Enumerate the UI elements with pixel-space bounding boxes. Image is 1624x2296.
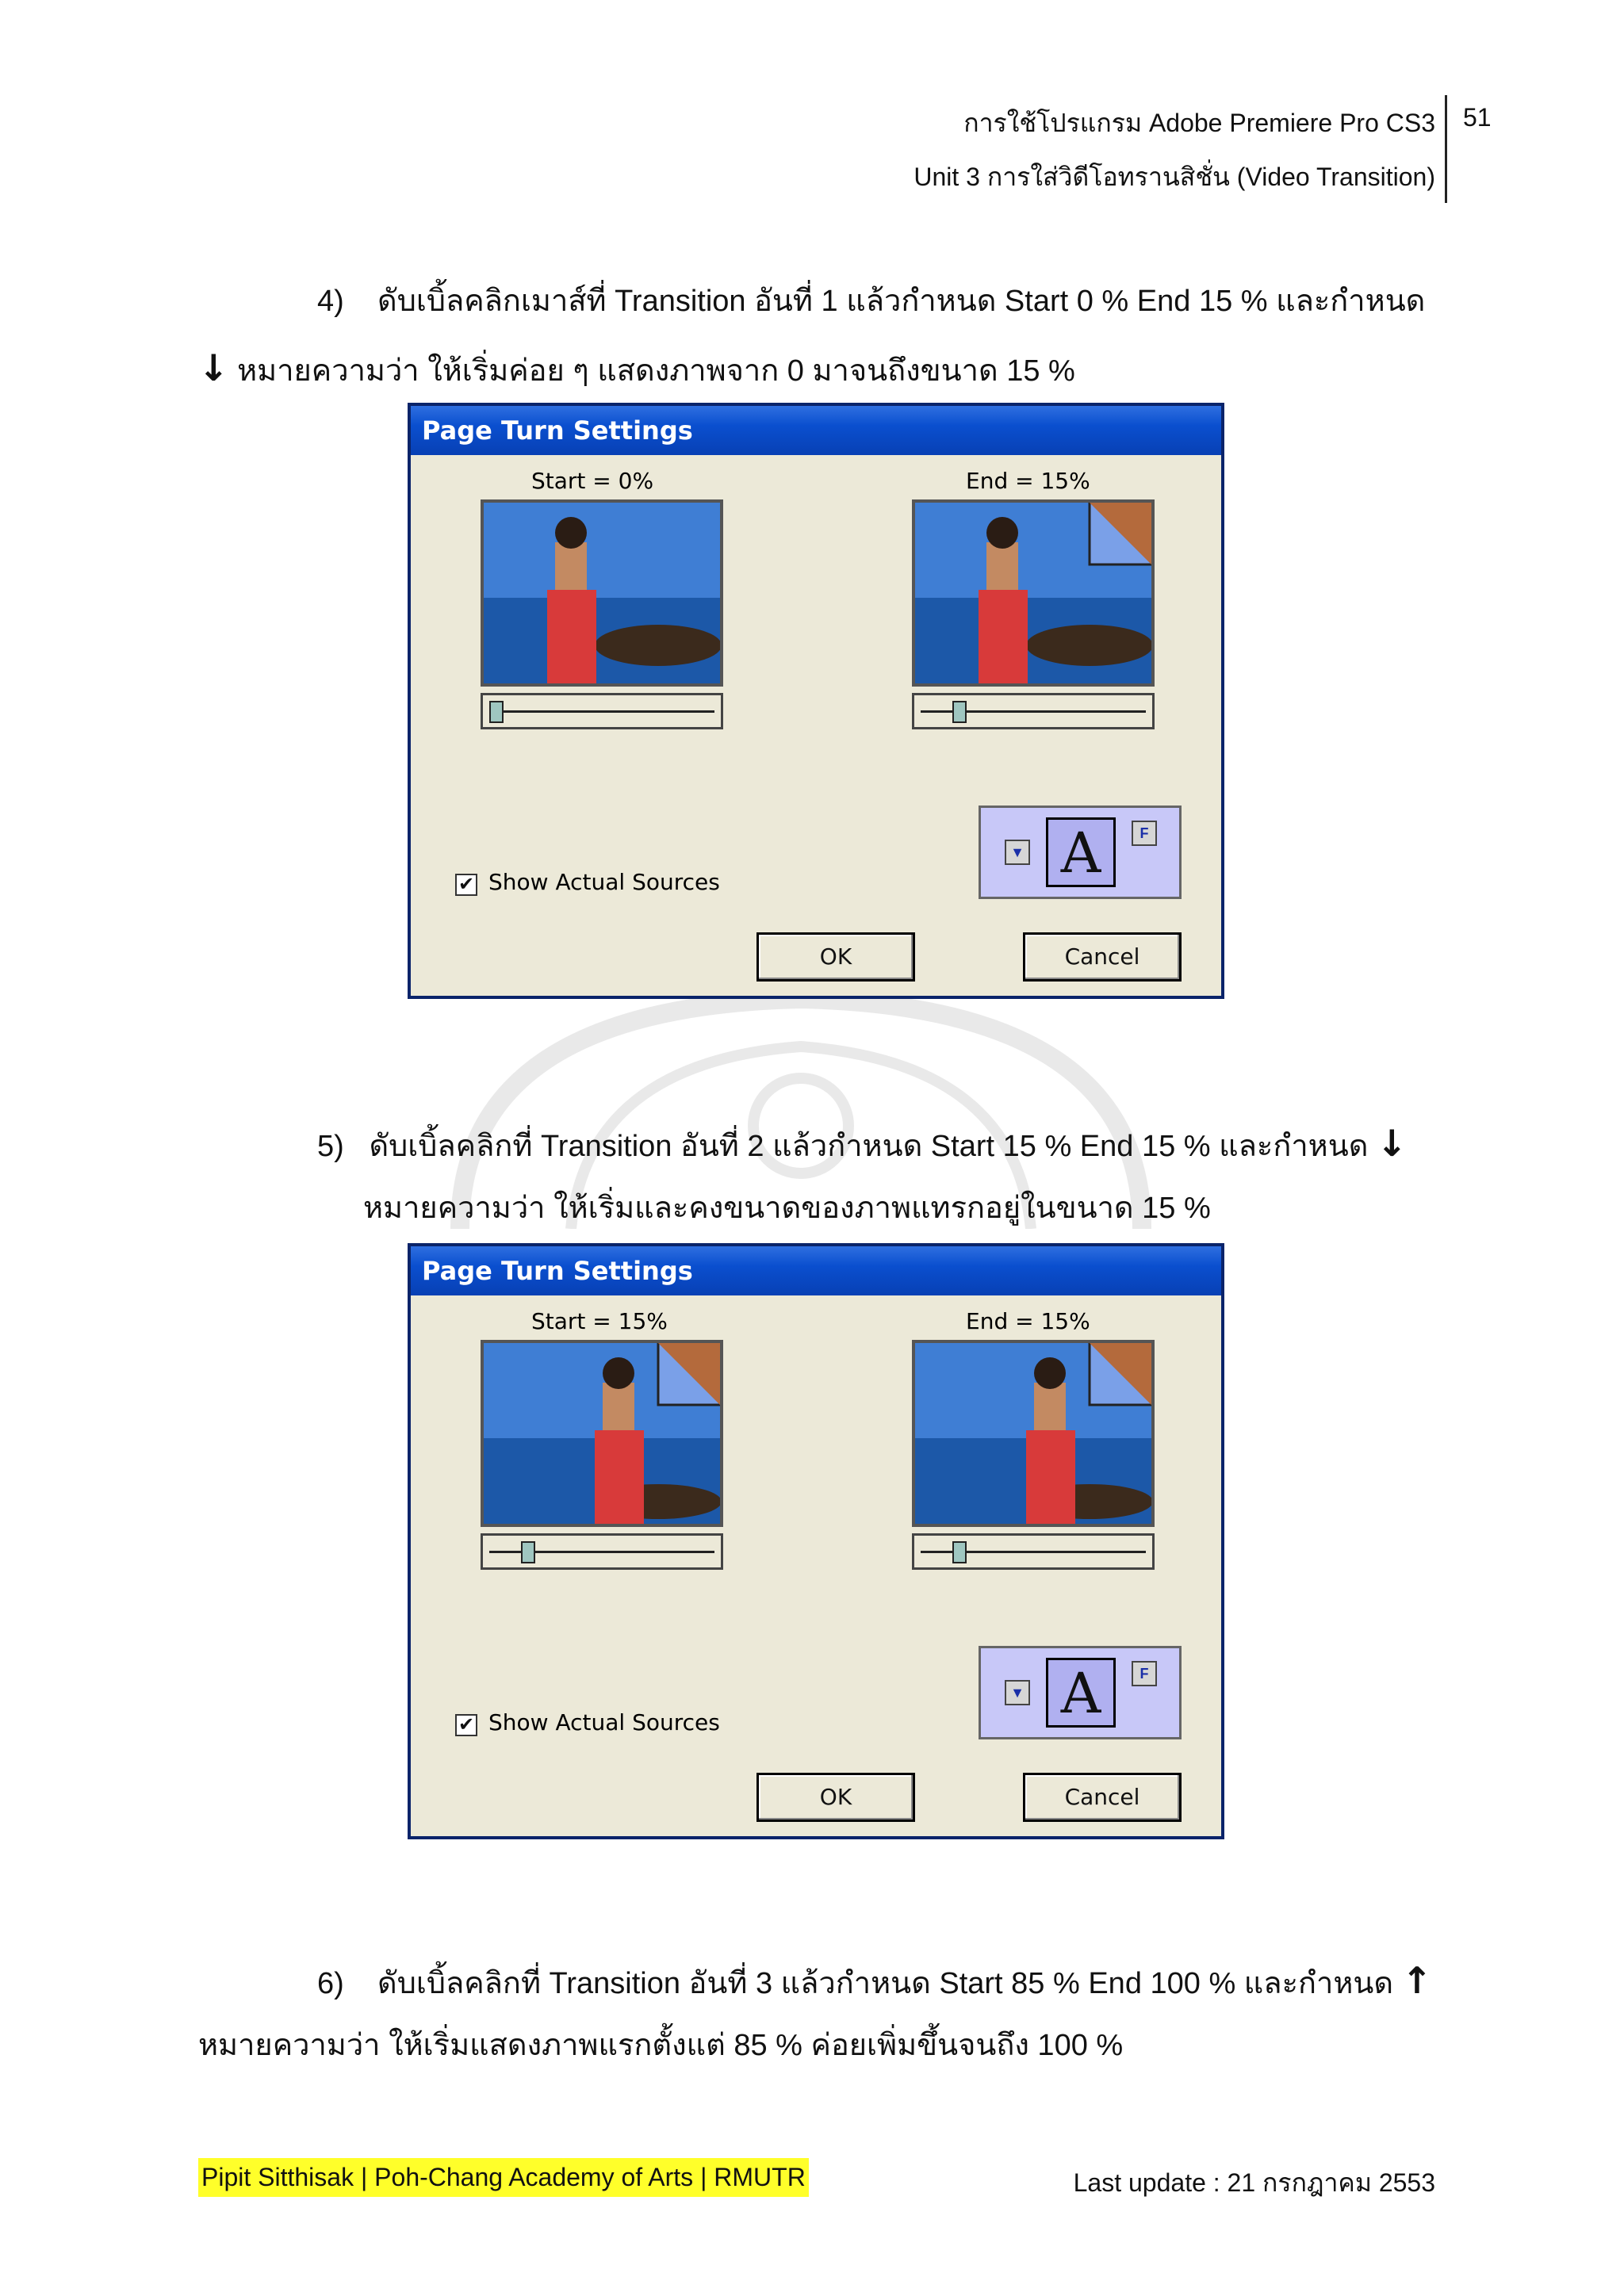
header-subtitle: Unit 3 การใส่วิดีโอทรานสิชั่น (Video Transition)	[914, 163, 1435, 191]
arrow-up-icon: ↑	[1401, 1959, 1433, 2002]
start-slider[interactable]	[481, 1533, 723, 1570]
step-6-number: 6)	[317, 1967, 344, 2000]
step-4-line1	[317, 268, 1425, 335]
end-slider[interactable]	[912, 693, 1155, 729]
dialog-title: Page Turn Settings	[411, 406, 1221, 455]
step-5-line1	[317, 1110, 1407, 1180]
step-4-number: 4)	[317, 285, 344, 318]
start-slider-knob[interactable]	[521, 1541, 535, 1563]
step-6-text: ดับเบิ้ลคลิกที่ Transition อันที่ 3 แล้วกำหนด Start 85 % End 100 % และกำหนด	[377, 1967, 1394, 2000]
step-4-text2: หมายความว่า ให้เริ่มค่อย ๆ แสดงภาพจาก 0 มาจนถึงขนาด 15 %	[237, 354, 1075, 388]
end-slider-knob[interactable]	[952, 1541, 967, 1563]
show-sources-label: Show Actual Sources	[488, 1709, 720, 1735]
page-turn-settings-dialog-2	[408, 1243, 1224, 1839]
arrow-down-icon: ↓	[1376, 1122, 1408, 1165]
arrow-down-icon[interactable]: ▼	[1005, 840, 1030, 865]
footer-last-update: Last update : 21 กรกฎาคม 2553	[1073, 2168, 1435, 2197]
footer-author: Pipit Sitthisak | Poh-Chang Academy of Arts | RMUTR	[198, 2158, 809, 2197]
end-preview-image	[912, 1340, 1155, 1527]
step-6-text2: หมายความว่า ให้เริ่มแสดงภาพแรกตั้งแต่ 85 % ค่อยเพิ่มขึ้นจนถึง 100 %	[198, 2029, 1124, 2062]
page-direction-preview: A	[1046, 1658, 1116, 1728]
ok-button[interactable]: OK	[756, 932, 915, 982]
start-label: Start = 15%	[531, 1308, 668, 1334]
end-slider[interactable]	[912, 1533, 1155, 1570]
start-slider[interactable]	[481, 693, 723, 729]
reverse-toggle-button[interactable]: F	[1132, 821, 1157, 846]
start-preview-image	[481, 1340, 723, 1527]
direction-selector[interactable]	[979, 806, 1182, 899]
step-5-text2: หมายความว่า ให้เริ่มและคงขนาดของภาพแทรกอยู่ในขนาด 15 %	[363, 1192, 1211, 1225]
start-preview-image	[481, 499, 723, 687]
page-direction-preview: A	[1046, 817, 1116, 887]
show-sources-label: Show Actual Sources	[488, 869, 720, 895]
step-4-line2	[198, 335, 1075, 404]
dialog-title: Page Turn Settings	[411, 1246, 1221, 1295]
step-5-text: ดับเบิ้ลคลิกที่ Transition อันที่ 2 แล้วกำหนด Start 15 % End 15 % และกำหนด	[369, 1130, 1369, 1163]
direction-selector[interactable]	[979, 1646, 1182, 1739]
start-slider-knob[interactable]	[489, 701, 504, 723]
reverse-toggle-button[interactable]: F	[1132, 1661, 1157, 1686]
header-divider	[1445, 95, 1447, 203]
step-4-text: ดับเบิ้ลคลิกเมาส์ที่ Transition อันที่ 1 แล้วกำหนด Start 0 % End 15 % และกำหนด	[377, 285, 1426, 318]
end-label: End = 15%	[966, 468, 1090, 494]
end-slider-knob[interactable]	[952, 701, 967, 723]
arrow-down-icon[interactable]: ▼	[1005, 1680, 1030, 1705]
step-6-line1	[317, 1947, 1432, 2017]
cancel-button[interactable]: Cancel	[1023, 1773, 1182, 1822]
page-number: 51	[1463, 103, 1492, 132]
header-title: การใช้โปรแกรม Adobe Premiere Pro CS3	[963, 109, 1435, 137]
end-label: End = 15%	[966, 1308, 1090, 1334]
end-preview-image	[912, 499, 1155, 687]
page-turn-settings-dialog-1	[408, 403, 1224, 999]
show-sources-checkbox[interactable]: ✔	[455, 874, 477, 896]
step-5-line2	[363, 1175, 1211, 1242]
start-label: Start = 0%	[531, 468, 654, 494]
show-sources-checkbox[interactable]: ✔	[455, 1714, 477, 1736]
ok-button[interactable]: OK	[756, 1773, 915, 1822]
cancel-button[interactable]: Cancel	[1023, 932, 1182, 982]
arrow-down-icon: ↓	[198, 346, 229, 389]
step-5-number: 5)	[317, 1130, 344, 1163]
step-6-line2	[198, 2012, 1123, 2079]
